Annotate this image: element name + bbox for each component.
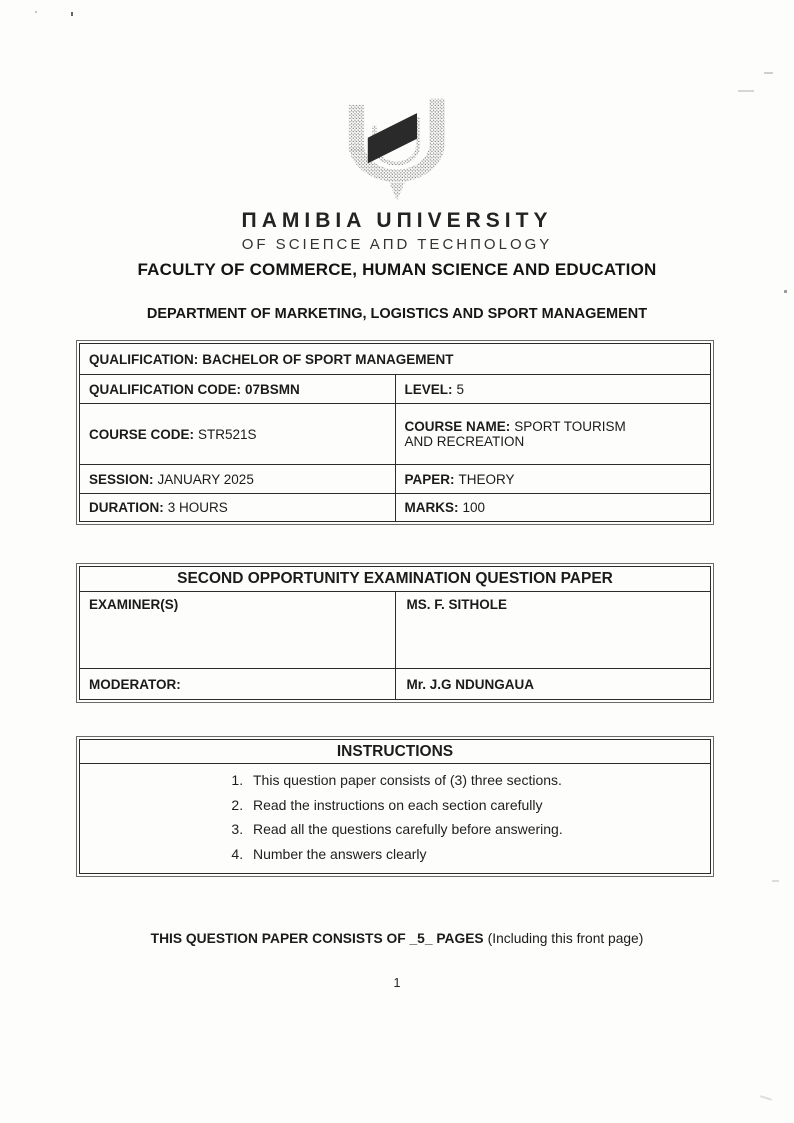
examiner-label: EXAMINER(S) (80, 592, 396, 669)
page-number: 1 (393, 976, 401, 990)
examiner-value: MS. F. SITHOLE (406, 597, 508, 612)
university-subtitle: OF SCIEΠCE AΠD TECHΠOLOGY (241, 236, 553, 253)
page-count-line (0, 931, 794, 946)
instruction-item: 3. Read all the questions carefully before answering. (247, 821, 701, 837)
level-cell (395, 375, 711, 404)
scan-artifact (71, 12, 73, 16)
qualification-code-cell (80, 375, 396, 404)
qualification-code-value: 07BSMN (245, 381, 300, 397)
table-row (80, 669, 711, 700)
table-row (80, 344, 711, 375)
exam-paper-title: SECOND OPPORTUNITY EXAMINATION QUESTION PAPER (80, 567, 711, 592)
nust-shield-logo (336, 94, 458, 211)
qualification-value: BACHELOR OF SPORT MANAGEMENT (202, 351, 454, 367)
department-title: DEPARTMENT OF MARKETING, LOGISTICS AND SPORT MANAGEMENT (146, 306, 648, 322)
session-cell (80, 465, 396, 494)
faculty-title: FACULTY OF COMMERCE, HUMAN SCIENCE AND EDUCATION (137, 260, 657, 279)
table-row (80, 764, 711, 874)
moderator-value-cell (395, 669, 711, 700)
instructions-list (217, 772, 701, 862)
table-row (80, 404, 711, 465)
table-row (80, 592, 711, 669)
instruction-item: 2. Read the instructions on each section carefully (247, 797, 701, 813)
marks-label: MARKS: (404, 500, 459, 515)
scan-artifact (760, 1095, 772, 1101)
scan-artifact (764, 72, 773, 74)
paper-cell (395, 465, 711, 494)
scan-artifact (738, 90, 754, 92)
table-row (80, 465, 711, 494)
table-row (80, 567, 711, 592)
page-count-bold: THIS QUESTION PAPER CONSISTS OF _5_ PAGES (150, 931, 484, 946)
examiner-value-cell (395, 592, 711, 669)
shield-logo-icon (336, 94, 458, 206)
course-code-value: STR521S (198, 426, 257, 442)
instructions-body (80, 764, 711, 874)
instructions-table (76, 736, 714, 877)
duration-cell (80, 494, 396, 522)
table-row (80, 740, 711, 764)
course-name-value: SPORT TOURISM AND RECREATION (404, 419, 626, 449)
session-value: JANUARY 2025 (157, 471, 254, 487)
moderator-value: Mr. J.G NDUNGAUA (406, 676, 535, 692)
marks-cell (395, 494, 711, 522)
scan-artifact (784, 290, 787, 293)
table-row (80, 494, 711, 522)
university-name: ΠAMIBIA UΠIVERSITY (241, 209, 553, 232)
paper-label: PAPER: (404, 471, 455, 487)
course-name-cell (395, 404, 711, 465)
page-count-note: (Including this front page) (487, 931, 644, 946)
instruction-item: 1. This question paper consists of (3) three sections. (247, 772, 701, 788)
session-label: SESSION: (89, 471, 154, 487)
scan-artifact (772, 880, 779, 882)
qualification-label: QUALIFICATION: (89, 351, 199, 367)
instruction-item: 4. Number the answers clearly (247, 846, 701, 862)
moderator-label: MODERATOR: (80, 669, 396, 700)
duration-label: DURATION: (89, 500, 164, 515)
course-details-table (76, 340, 714, 525)
level-label: LEVEL: (404, 381, 453, 397)
duration-value: 3 HOURS (167, 500, 228, 515)
qualification-code-label: QUALIFICATION CODE: (89, 381, 241, 397)
marks-value: 100 (462, 500, 486, 515)
course-code-cell (80, 404, 396, 465)
examiners-table (76, 563, 714, 703)
qualification-cell (80, 344, 711, 375)
paper-value: THEORY (458, 471, 515, 487)
course-code-label: COURSE CODE: (89, 426, 195, 442)
instructions-title: INSTRUCTIONS (80, 740, 711, 764)
course-name-label: COURSE NAME: (404, 419, 511, 434)
table-row (80, 375, 711, 404)
scan-artifact (35, 11, 37, 13)
level-value: 5 (456, 381, 465, 397)
